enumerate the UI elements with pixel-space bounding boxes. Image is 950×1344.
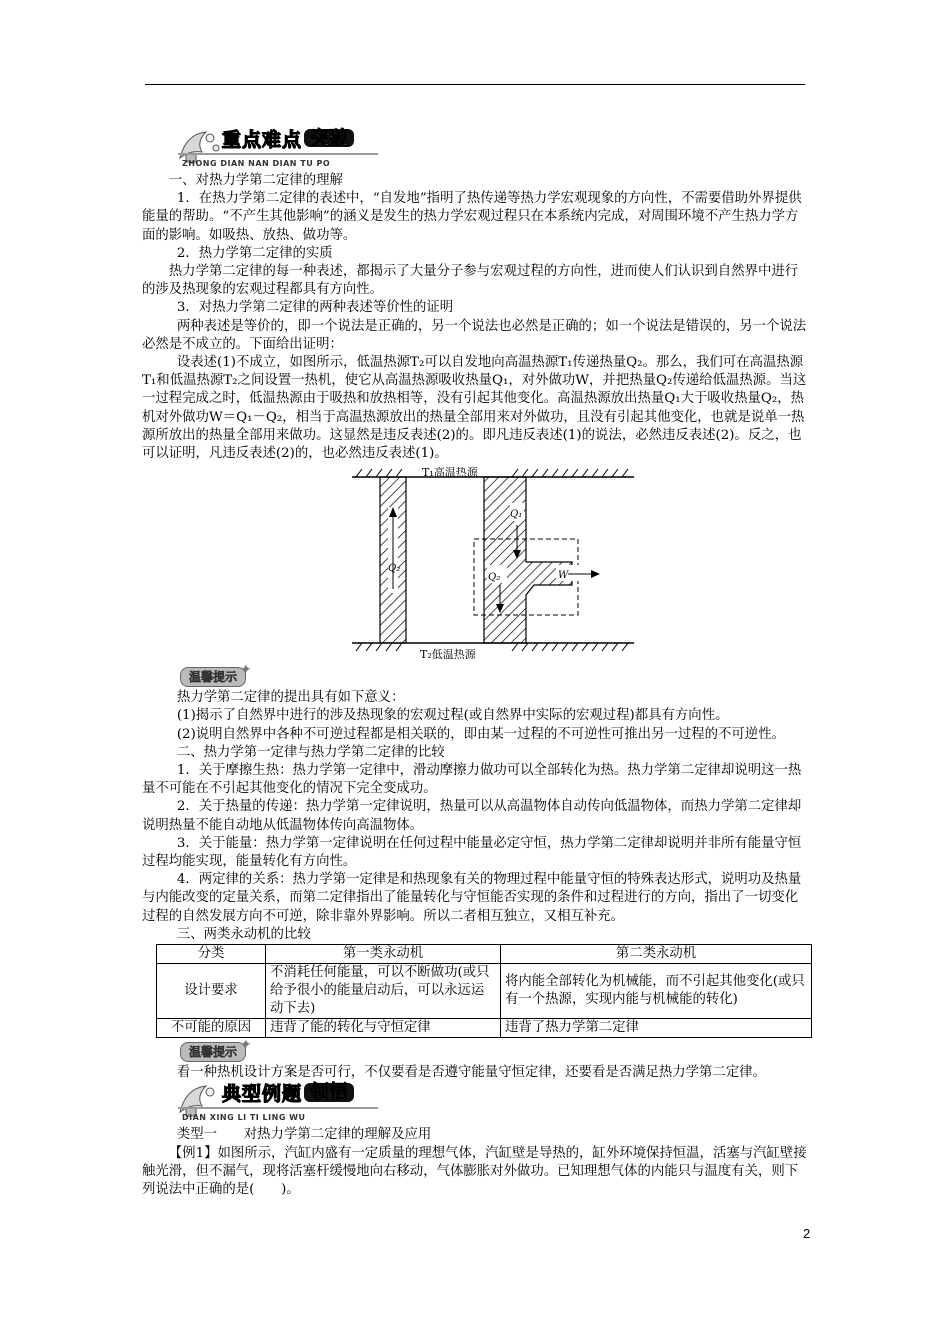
type-label: 类型一 — [176, 1127, 217, 1143]
tip-box — [142, 1037, 808, 1062]
table-cell: 不可能的原因 — [157, 1019, 266, 1038]
sparkle-icon: ✦ — [240, 1037, 252, 1054]
q1-label: Q₁ — [510, 509, 523, 521]
table-cell: 设计要求 — [157, 964, 266, 1019]
banner-title: 重点难点 — [222, 129, 303, 151]
example-paragraph — [142, 1145, 808, 1200]
example-text: 如图所示，汽缸内盛有一定质量的理想气体，汽缸壁是导热的，缸外环境保持恒温，活塞与汽缸壁接触光滑，但不漏气，现将活塞杆缓慢地向右移动，气体膨胀对外做功。已知理想气体的内能只与温度有关，则下列说法中正确的是( )。 — [142, 1145, 807, 1197]
paragraph: 4．两定律的关系：热力学第一定律是和热现象有关的物理过程中能量守恒的特殊表达形式，说明功及热量与内能改变的定量关系，而第二定律指出了能量转化与守恒能否实现的条件和过程进行的方向，指出了一切变化过程的自然发展方向不可逆，除非靠外界影响。所以二者相互独立，又相互补充。 — [142, 872, 802, 924]
tip-label: 温馨提示 — [180, 1042, 246, 1062]
example-type-heading — [142, 1126, 808, 1144]
list-item: (1)揭示了自然界中进行的涉及热现象的宏观过程(或自然界中实际的宏观过程)都具有方向性。 — [176, 708, 729, 724]
q2-right-label: Q₂ — [488, 572, 501, 584]
table-cell: 将内能全部转化为机械能，而不引起其他变化(或只有一个热源，实现内能与机械能的转化) — [501, 964, 812, 1019]
right-heat-channel — [484, 477, 572, 643]
type-title: 对热力学第二定律的理解及应用 — [243, 1127, 432, 1143]
section-heading: 一、对热力学第二定律的理解 — [168, 173, 343, 188]
page-content — [142, 128, 808, 1199]
paragraph: 两种表述是等价的，即一个说法是正确的，另一个说法也必然是正确的；如一个说法是错误的，另一个说法必然是不成立的。下面给出证明： — [142, 318, 807, 352]
table-header-row — [157, 945, 812, 964]
tip-label: 温馨提示 — [180, 667, 246, 687]
table-cell: 违背了热力学第二定律 — [501, 1019, 812, 1038]
banner-pinyin: DIAN XING LI TI LING WU — [182, 1113, 306, 1123]
paragraph: 3．关于能量：热力学第一定律说明在任何过程中能量必定守恒，热力学第二定律却说明并非所有能量守恒过程均能实现，能量转化有方向性。 — [142, 835, 802, 870]
perpetual-motion-table — [156, 944, 812, 1038]
bottom-reservoir-label: T₂低温热源 — [420, 648, 476, 660]
tip-box — [142, 662, 808, 687]
paragraph: 设表述(1)不成立，如图所示，低温热源T₂可以自发地向高温热源T₁传递热量Q₂。那么，我们可在高温热源T₁和低温热源T₂之间设置一热机，使它从高温热源吸收热量Q₁，对外做功W，并把热量Q₂传递给低温热源。当这一过程完成之时，低温热源由于吸热和放热相等，没有引起其他变化。高温热源放出热量Q₁大于吸收热量Q₂，热机对外做功W＝Q₁－Q₂，相当于高温热源放出的热量全部用来对外做功，且没有引起其他变化，也就是说单一热源所放出的热量全部用来做功。这显然是违反表述(2)的。即凡违反表述(1)的说法，必然违反表述(2)。反之，也可以证明，凡违反表述(2)的，也必然违反表述(1)。 — [142, 355, 807, 462]
section-heading: 三、两类永动机的比较 — [176, 926, 311, 942]
banner-badge: 领悟 — [304, 1083, 354, 1101]
page-number: 2 — [803, 1226, 811, 1241]
table-header: 第一类永动机 — [266, 945, 501, 964]
banner-pinyin: ZHONG DIAN NAN DIAN TU PO — [182, 159, 331, 168]
example-label: 【例1】 — [168, 1145, 218, 1161]
subheading: 2．热力学第二定律的实质 — [176, 245, 333, 261]
heat-engine-figure — [142, 467, 808, 659]
banner-badge: 突破 — [304, 129, 354, 147]
table-cell: 违背了能的转化与守恒定律 — [266, 1019, 501, 1038]
paragraph: 1．关于摩擦生热：热力学第一定律中，滑动摩擦力做功可以全部转化为热。热力学第二定律却说明这一热量不可能在不引起其他变化的情况下完全变成功。 — [142, 763, 802, 797]
paragraph: 看一种热机设计方案是否可行，不仅要看是否遵守能量守恒定律，还要看是否满足热力学第二定律。 — [176, 1065, 767, 1081]
q2-left-label: Q₂ — [388, 563, 401, 575]
work-label: W — [558, 570, 569, 582]
paragraph: 1．在热力学第二定律的表述中，“自发地”指明了热传递等热力学宏观现象的方向性，不需要借助外界提供能量的帮助。“不产生其他影响”的涵义是发生的热力学宏观过程只在本系统内完成，对周围环境不产生热力学方面的影响。如吸热、放热、做功等。 — [142, 191, 802, 243]
top-reservoir-label: T₁高温热源 — [422, 467, 478, 480]
paragraph: 热力学第二定律的提出具有如下意义： — [176, 690, 405, 706]
banner-title: 典型例题 — [222, 1083, 303, 1106]
table-header: 第二类永动机 — [501, 945, 812, 964]
section-banner-examples — [142, 1082, 808, 1126]
sparkle-icon: ✦ — [240, 662, 252, 679]
table-cell: 不消耗任何能量，可以不断做功(或只给予很小的能量启动后，可以永远运动下去) — [266, 964, 501, 1019]
list-item: (2)说明自然界中各种不可逆过程都是相关联的，即由某一过程的不可逆性可推出另一过程的不可逆性。 — [176, 726, 785, 742]
table-row — [157, 964, 812, 1019]
paragraph: 热力学第二定律的每一种表述，都揭示了大量分子参与宏观过程的方向性，进而使人们认识到自然界中进行的涉及热现象的宏观过程都具有方向性。 — [142, 264, 799, 298]
section-banner-key-points — [142, 128, 808, 172]
subheading: 3．对热力学第二定律的两种表述等价性的证明 — [176, 300, 454, 316]
paragraph: 2．关于热量的传递：热力学第一定律说明，热量可以从高温物体自动传向低温物体，而热力学第二定律却说明热量不能自动地从低温物体传向高温物体。 — [142, 799, 802, 833]
heat-engine-diagram — [142, 467, 808, 659]
header-rule — [145, 84, 805, 85]
section-heading: 二、热力学第一定律与热力学第二定律的比较 — [176, 744, 445, 760]
table-row — [157, 1019, 812, 1038]
table-header: 分类 — [157, 945, 266, 964]
